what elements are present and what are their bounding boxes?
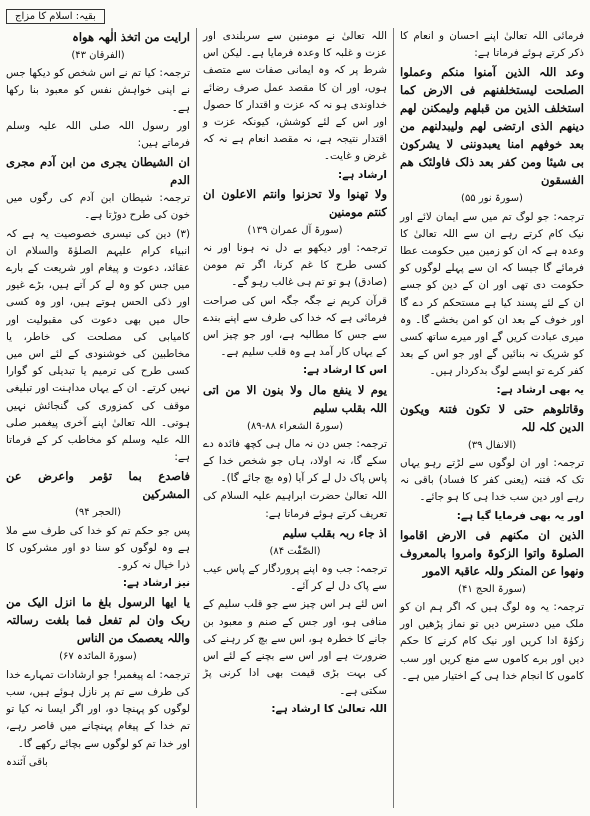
paragraph: ترجمہ: اور دیکھو بے دل نہ ہونا اور نہ کسی طرح کا غم کرنا، اگر تم مومن (صادق) ہو تو تم ہی غالب رہو گے۔: [203, 242, 387, 289]
verse-reference: (سورۃ الشعراء ۸۸-۸۹): [246, 420, 344, 432]
paragraph: پس جو حکم تم کو خدا کی طرف سے ملا ہے وہ لوگوں کو سنا دو اور مشرکوں کا ذرا خیال نہ کرو۔: [6, 524, 190, 572]
quran-verse: ارایت من اتخذ الٰھہ ھواہ: [72, 30, 190, 44]
section-label: ارشاد ہے:: [338, 168, 387, 181]
quran-verse: وعد اللہ الذین آمنوا منکم وعملوا الصلحت لیستخلفنھم فی الارض کما استخلف الذین من قبلھم ولیمکنن لھم دینھم الذی ارتضی لھم ولیبدلنھم من بعد خوفھم امنا یعبدوننی لا یشرکون بی شیئا ومن کفر بعد ذلک فاولئک ھم الفسقون: [400, 65, 584, 188]
paragraph: اور رسول اللہ صلی اللہ علیہ وسلم فرماتے ہیں:: [6, 119, 190, 150]
column-middle: [196, 28, 387, 808]
verse-reference: (الانفال ۳۹): [467, 439, 517, 451]
paragraph: اس لئے ہر اس چیز سے جو قلب سلیم کے منافی ہو، اور جس کے صنم و معبود بن جانے کا خطرہ ہو، اس سے بچ کر رہنے کی ضرورت ہے اور اس سے بچنے کے لئے اس کی بہت بڑی قیمت بھی ادا کرنی پڑ سکتی ہے۔: [203, 598, 387, 697]
quran-verse: فاصدع بما تؤمر واعرض عن المشرکین: [6, 469, 190, 502]
section-label: اور یہ بھی فرمایا گیا ہے:: [456, 509, 584, 522]
quran-verse: اذ جاء ربہ بقلب سلیم: [282, 525, 387, 540]
paragraph: ترجمہ: جب وہ اپنے پروردگار کے پاس عیب سے پاک دل لے کر آئے۔: [203, 563, 387, 593]
paragraph: ترجمہ: اے پیغمبر! جو ارشادات تمہارے خدا کی طرف سے تم پر نازل ہوئے ہیں، سب لوگوں کو پہنچا دو، اور اگر ایسا نہ کیا تو تم خدا کے پیغام پہنچانے میں قاصر رہے، اور خدا تم کو لوگوں سے بچائے رکھے گا۔: [6, 668, 190, 750]
section-label: اللہ تعالیٰ کا ارشاد ہے:: [271, 702, 387, 715]
page-header: [6, 4, 584, 28]
section-label: اس کا ارشاد ہے:: [302, 364, 387, 377]
paragraph: ترجمہ: اور ان لوگوں سے لڑتے رہو یہاں تک کہ فتنہ (یعنی کفر کا فساد) باقی نہ رہے اور دین سب خدا ہی کا ہو جائے۔: [400, 457, 584, 504]
paragraph: ترجمہ: جو لوگ تم میں سے ایمان لائے اور نیک کام کرتے رہے ان سے اللہ تعالیٰ کا وعدہ ہے کہ ان کو زمین میں حکومت عطا فرمائے گا جیسا کہ ان سے پہلے لوگوں کو حکومت دی تھی اور ان کے دین کو جسے ان کے لئے پسند کیا ہے مستحکم کر دے گا اور خوف کے بعد ان کو امن بخشے گا۔ وہ میری عبادت کریں گے اور میرے ساتھ کسی کو شریک نہ بنائیں گے اور جو اس کے بعد کفر کرے تو ایسے لوگ بدکردار ہیں۔: [400, 210, 584, 378]
quran-verse: الذین ان مکنھم فی الارض اقاموا الصلوۃ واتوا الزکوۃ وامروا بالمعروف ونھوا عن المنکر وللہ عاقبۃ الامور: [400, 527, 584, 578]
verse-reference: (سورۃ نور ۵۵): [461, 193, 523, 205]
paragraph: اللہ تعالیٰ نے مومنین سے سربلندی اور عزت و غلبہ کا وعدہ فرمایا ہے۔ لیکن اس شرط پر کہ وہ ایمانی صفات سے متصف ہوں، اور ان کا مقصد عمل صرف رضائے خداوندی ہو نہ کہ عزت و اقتدار کا حصول اور اس کے لئے کوشش، کیونکہ عزت و اقتدار نتیجہ ہے، نہ مقصد انعام ہے نہ کہ غرض و غایت۔: [203, 30, 387, 163]
quran-verse: ولا تھنوا ولا تحزنوا وانتم الاعلون ان کنتم مومنین: [203, 186, 387, 219]
verse-reference: (سورۃ آل عمران ۱۳۹): [247, 224, 343, 236]
paragraph: اللہ تعالیٰ حضرت ابراہیم علیہ السلام کی تعریف کرتے ہوئے فرماتا ہے:: [203, 490, 387, 520]
verse-reference: (الصّٰفّٰت ۸۴): [269, 545, 321, 557]
quran-verse: یوم لا ینفع مال ولا بنون الا من اتی اللہ بقلب سلیم: [203, 382, 387, 415]
paragraph: قرآن کریم نے جگہ جگہ اس کی صراحت فرمائی ہے کہ خدا کی طرف سے اپنے بندے سے جس کا مطالبہ ہے، اور جو چیز اس کے یہاں کار آمد ہے وہ قلب سلیم ہے۔: [203, 294, 387, 359]
column-right: [393, 28, 584, 808]
verse-reference: (سورۃ المائدہ ۶۷): [59, 651, 137, 663]
paragraph: ترجمہ: جس دن نہ مال ہی کچھ فائدہ دے سکے گا، نہ اولاد، ہاں جو شخص خدا کے پاس پاک دل لے کر آیا (وہ بچ جائے گا)۔: [203, 437, 387, 485]
continued-note: باقی آئندہ: [6, 756, 48, 768]
running-title: بقیہ: اسلام کا مزاج: [6, 9, 105, 24]
paragraph: ترجمہ: شیطان ابن آدم کی رگوں میں خون کی طرح دوڑتا ہے۔: [6, 192, 190, 222]
quran-verse: وقاتلوھم حتی لا تکون فتنۃ ویکون الدین کلہ للہ: [400, 401, 584, 434]
paragraph: (۳) دین کی تیسری خصوصیت یہ ہے کہ انبیاء کرام علیہم الصلوٰۃ والسلام ان عقائد، دعوت و پیغام اور شریعت کے بارے میں جس کو وہ لے کر آتے ہیں، بڑے غیور اور ذکی الحس ہوتے ہیں، اور وہ کسی حال میں بھی دعوت کی مقبولیت اور کامیابی کی مصلحت کی خاطر، یا مخاطبین کی خوشنودی کے لئے اس میں کسی طرح کی ترمیم یا تبدیلی کو گوارا نہیں کرتے۔ ان کے یہاں مداہنت اور تبلیغی موقف کی کمزوری کی گنجائش نہیں ہوتی۔ اللہ تعالیٰ اپنے آخری پیغمبر صلی اللہ علیہ وسلم کو مخاطب کر کے فرماتا ہے:: [6, 227, 190, 464]
text-columns: [6, 28, 584, 808]
verse-reference: (الفرقان ۴۳): [71, 50, 125, 61]
verse-reference: (الحجر ۹۴): [75, 507, 121, 519]
section-label: نیز ارشاد ہے:: [122, 577, 190, 590]
quran-verse: ان الشیطان یجری من ابن آدم مجری الدم: [6, 155, 190, 188]
column-left: [6, 28, 190, 808]
verse-reference: (سورۃ الحج ۴۱): [458, 583, 526, 595]
paragraph: ترجمہ: کیا تم نے اس شخص کو دیکھا جس نے اپنی خواہش نفس کو معبود بنا رکھا ہے۔: [6, 67, 190, 114]
quran-verse: یا ایھا الرسول بلغ ما انزل الیک من ربک وان لم تفعل فما بلغت رسالتہ واللہ یعصمک من الناس: [6, 595, 190, 646]
paragraph: فرمائی اللہ تعالیٰ اپنے احسان و انعام کا ذکر کرتے ہوئے فرماتا ہے:: [400, 30, 584, 60]
paragraph: ترجمہ: یہ وہ لوگ ہیں کہ اگر ہم ان کو ملک میں دسترس دیں تو نماز پڑھیں اور زکوٰۃ ادا کریں اور نیک کام کرنے کا حکم دیں اور برے کاموں سے منع کریں اور سب کاموں کا انجام خدا ہی کے اختیار میں ہے۔: [400, 601, 584, 682]
section-label: یہ بھی ارشاد ہے:: [496, 383, 584, 396]
